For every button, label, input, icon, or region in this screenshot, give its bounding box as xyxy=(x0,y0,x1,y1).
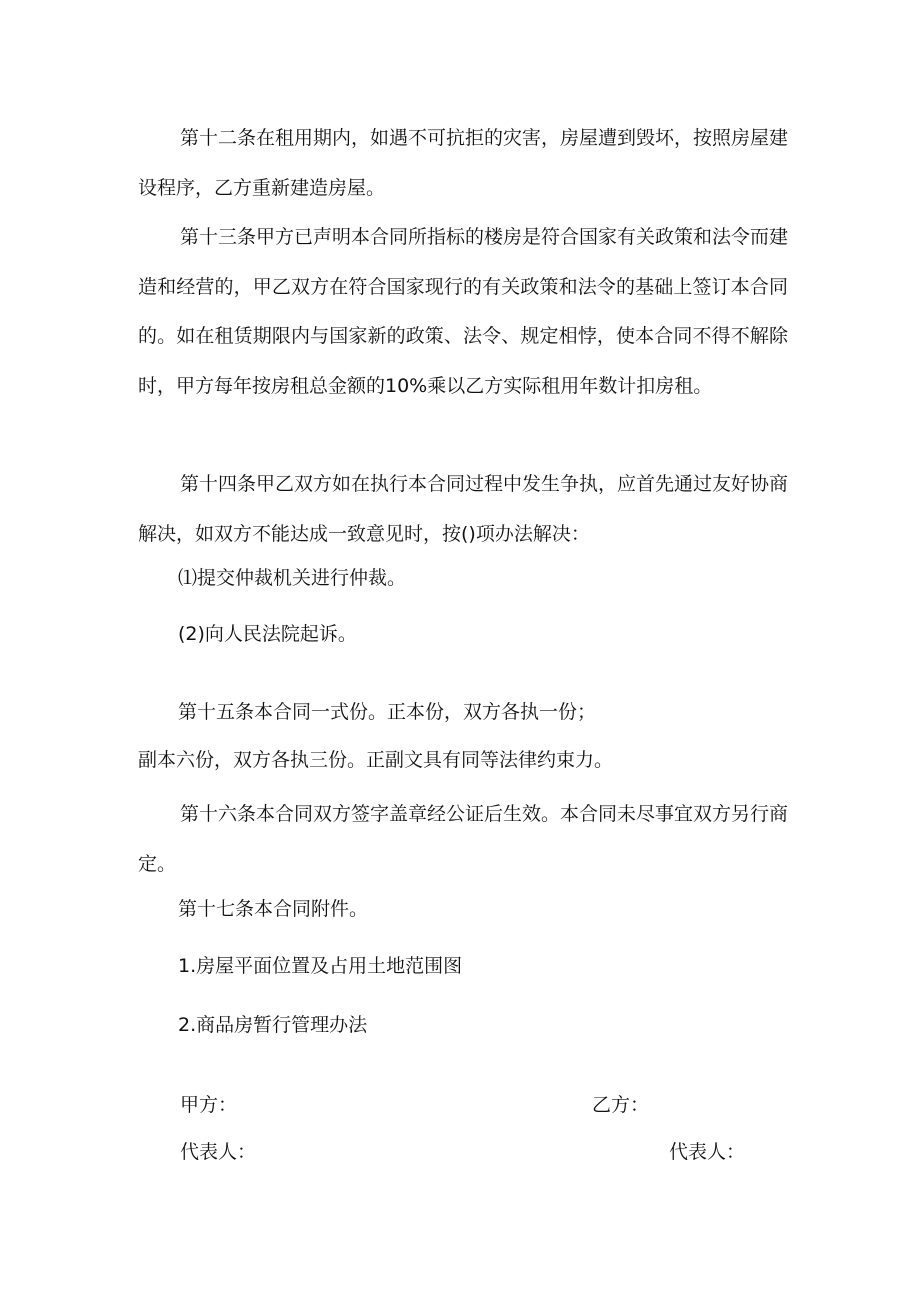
party-a-label: 甲方： xyxy=(180,1094,238,1116)
article-14-option-2: (2)向人民法院起诉。 xyxy=(178,623,357,645)
article-15-line-2: 副本六份，双方各执三份。正副文具有同等法律约束力。 xyxy=(138,749,614,771)
attachment-2: 2.商品房暂行管理办法 xyxy=(178,1014,368,1036)
party-b-representative-label: 代表人： xyxy=(669,1141,746,1163)
article-13: 第十三条甲方已声明本合同所指标的楼房是符合国家有关政策和法令而建造和经营的，甲乙双方在符合国家现行的有关政策和法令的基础上签订本合同的。如在租赁期限内与国家新的政策、法令、规定相悖，使本合同不得不解除时，甲方每年按房租总金额的10%乘以乙方实际租用年数计扣房租。 xyxy=(138,226,789,397)
article-14: 第十四条甲乙双方如在执行本合同过程中发生争执，应首先通过友好协商解决，如双方不能达成一致意见时，按()项办法解决： xyxy=(138,473,789,545)
attachment-1: 1.房屋平面位置及占用土地范围图 xyxy=(178,955,463,977)
article-16: 第十六条本合同双方签字盖章经公证后生效。本合同未尽事宜双方另行商定。 xyxy=(138,803,789,875)
party-a-representative-label: 代表人： xyxy=(180,1141,257,1163)
article-17: 第十七条本合同附件。 xyxy=(178,898,369,920)
article-15-line-1: 第十五条本合同一式份。正本份，双方各执一份； xyxy=(178,701,597,723)
party-b-label: 乙方： xyxy=(592,1094,650,1116)
article-14-option-1: ⑴提交仲裁机关进行仲裁。 xyxy=(178,567,407,589)
article-12: 第十二条在租用期内，如遇不可抗拒的灾害，房屋遭到毁坏，按照房屋建设程序，乙方重新建造房屋。 xyxy=(138,127,789,199)
